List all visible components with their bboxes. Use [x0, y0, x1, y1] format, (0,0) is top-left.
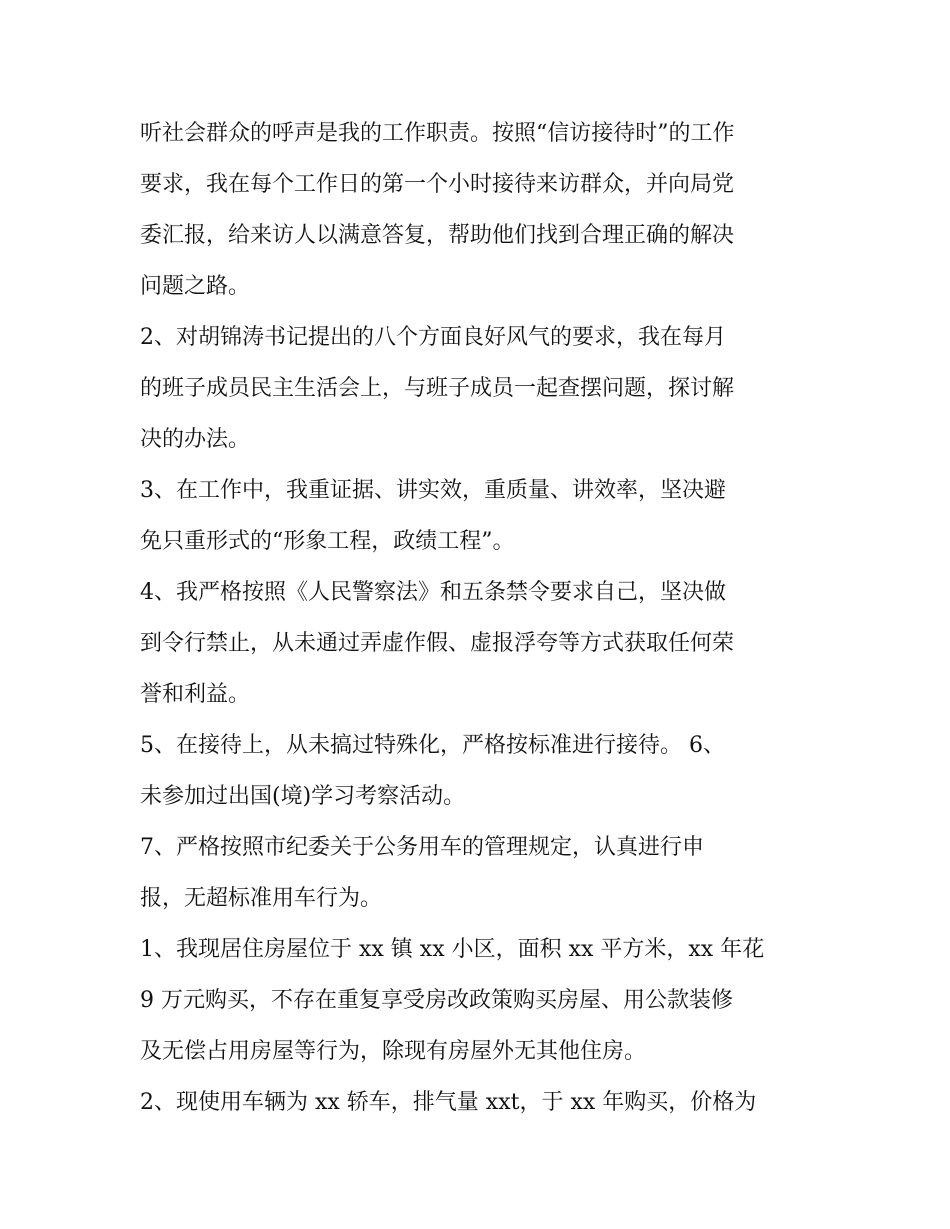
text-line: 4、我严格按照《人民警察法》和五条禁令要求自己，坚决做 — [140, 580, 726, 605]
text-line: 到令行禁止，从未通过弄虚作假、虚报浮夸等方式获取任何荣 — [140, 631, 735, 656]
text-line: 9 万元购买，不存在重复享受房改政策购买房屋、用公款装修 — [140, 988, 733, 1013]
text-line: 委汇报，给来访人以满意答复，帮助他们找到合理正确的解决 — [140, 223, 735, 248]
text-line: 问题之路。 — [140, 274, 251, 299]
text-line: 免只重形式的“形象工程，政绩工程”。 — [140, 529, 515, 554]
text-line: 报，无超标准用车行为。 — [140, 886, 383, 911]
text-line: 的班子成员民主生活会上，与班子成员一起查摆问题，探讨解 — [140, 376, 735, 401]
text-line: 5、在接待上，从未搞过特殊化，严格按标准进行接待。 6、 — [140, 733, 725, 758]
text-line: 誉和利益。 — [140, 682, 251, 707]
text-line: 听社会群众的呼声是我的工作职责。按照“信访接待时”的工作 — [140, 121, 735, 146]
text-line: 2、对胡锦涛书记提出的八个方面良好风气的要求，我在每月 — [140, 325, 726, 350]
text-line: 未参加过出国(境)学习考察活动。 — [140, 784, 466, 809]
text-line: 决的办法。 — [140, 427, 251, 452]
document-body — [140, 108, 820, 1128]
text-line: 3、在工作中，我重证据、讲实效，重质量、讲效率，坚决避 — [140, 478, 726, 503]
text-line: 及无偿占用房屋等行为，除现有房屋外无其他住房。 — [140, 1039, 647, 1064]
text-line: 2、现使用车辆为 xx 轿车，排气量 xxt，于 xx 年购买，价格为 — [140, 1090, 757, 1115]
text-line: 1、我现居住房屋位于 xx 镇 xx 小区，面积 xx 平方米，xx 年花 — [140, 937, 765, 962]
text-line: 要求，我在每个工作日的第一个小时接待来访群众，并向局党 — [140, 172, 735, 197]
text-line: 7、严格按照市纪委关于公务用车的管理规定，认真进行申 — [140, 835, 704, 860]
